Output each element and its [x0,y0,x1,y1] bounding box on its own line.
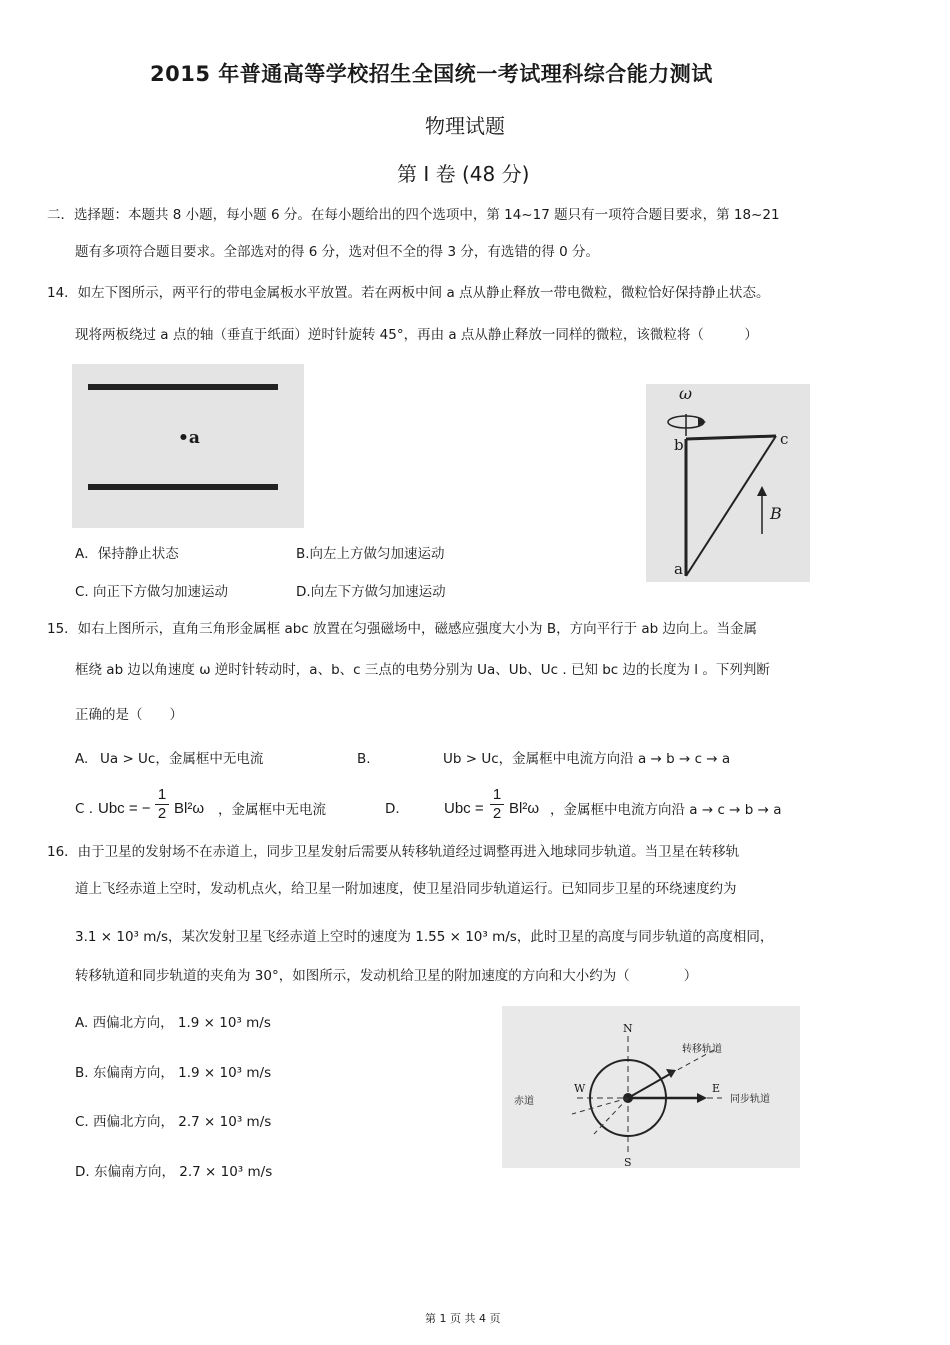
q16-option-d[interactable]: D. 东偏南方向， 2.7 × 10³ m/s [75,1164,273,1180]
equator-label: 赤道 [514,1096,534,1107]
q16-option-b[interactable]: B. 东偏南方向， 1.9 × 10³ m/s [75,1065,272,1081]
q15-option-d-fraction [490,786,504,822]
section-instructions-line1: 二．选择题：本题共 8 小题，每小题 6 分。在每小题给出的四个选项中，第 14~17 题只有一项符合题目要求，第 18~21 [47,207,780,223]
q14-option-d[interactable]: D.向左下方做匀加速运动 [296,584,446,600]
q15-option-d-rhs: Bl²ω [509,800,540,817]
q15-option-d-label[interactable]: D. [385,801,400,817]
south-label: S [624,1156,632,1169]
east-label: E [712,1082,721,1095]
q14-stem-line1: 14．如左下图所示，两平行的带电金属板水平放置。若在两板中间 a 点从静止释放一带电微粒，微粒恰好保持静止状态。 [47,285,770,301]
q15-option-b-text[interactable]: Ub > Uc，金属框中电流方向沿 a → b → c → a [443,751,731,767]
transfer-orbit-label: 转移轨道 [682,1044,722,1055]
q15-option-c-fraction [155,786,169,822]
q16-figure-orbit-diagram [502,1006,800,1168]
q15-option-c-text[interactable]: ，金属框中无电流 [218,802,326,818]
q15-option-b-label[interactable]: B. [357,751,371,767]
q15-option-a-label[interactable]: A. [75,751,89,767]
vertex-b-label: b [674,436,684,454]
exam-title: 2015 年普通高等学校招生全国统一考试理科综合能力测试 [150,62,713,86]
q14-option-a[interactable]: A．保持静止状态 [75,546,179,562]
q15-stem-line1: 15．如右上图所示，直角三角形金属框 abc 放置在匀强磁场中，磁感应强度大小为 B，方向平行于 ab 边向上。当金属 [47,621,758,637]
vertex-a-label: a [674,560,683,578]
q15-option-c-rhs: Bl²ω [174,800,205,817]
fraction-numerator: 1 [492,786,502,803]
q16-option-c[interactable]: C. 西偏北方向， 2.7 × 10³ m/s [75,1114,272,1130]
edge-bc [686,436,776,439]
vertex-c-label: c [780,430,789,448]
page-number: 第 1 页 共 4 页 [425,1312,501,1325]
q14-stem-line2: 现将两板绕过 a 点的轴（垂直于纸面）逆时针旋转 45°，再由 a 点从静止释放一同样的微粒，该微粒将（ ） [75,327,758,343]
upper-plate [88,384,278,390]
point-a-label: •a [178,428,200,448]
q16-stem-line1: 16．由于卫星的发射场不在赤道上，同步卫星发射后需要从转移轨道经过调整再进入地球同步轨道。当卫星在转移轨 [47,844,740,860]
omega-label: ω [679,384,693,403]
q15-stem-line2: 框绕 ab 边以角速度 ω 逆时针转动时，a、b、c 三点的电势分别为 Ua、Ub、Uc . 已知 bc 边的长度为 l 。下列判断 [75,662,770,678]
lower-plate [88,484,278,490]
q15-option-a-text[interactable]: Ua > Uc，金属框中无电流 [100,751,264,767]
q15-option-c-label[interactable]: C . [75,801,94,817]
north-label: N [623,1022,633,1035]
b-field-label: B [770,504,782,523]
q14-figure-parallel-plates [72,364,304,528]
q15-stem-line3: 正确的是（ ） [75,707,183,723]
q14-option-c[interactable]: C. 向正下方做匀加速运动 [75,584,229,600]
fraction-denominator: 2 [155,804,169,822]
volume-title: 第 I 卷 (48 分) [397,162,530,186]
q15-option-c-lhs: Ubc = − [98,800,151,817]
subject-title: 物理试题 [425,114,505,138]
fraction-numerator: 1 [157,786,167,803]
q15-option-d-lhs: Ubc = [444,800,484,817]
section-instructions-line2: 题有多项符合题目要求。全部选对的得 6 分，选对但不全的得 3 分，有选错的得 0 分。 [75,244,600,260]
q15-option-d-text[interactable]: ，金属框中电流方向沿 a → c → b → a [550,802,782,818]
q16-option-a[interactable]: A. 西偏北方向， 1.9 × 10³ m/s [75,1015,271,1031]
fraction-denominator: 2 [490,804,504,822]
west-label: W [574,1082,586,1095]
q16-stem-line4: 转移轨道和同步轨道的夹角为 30°，如图所示，发动机给卫星的附加速度的方向和大小约为（ ） [75,968,698,984]
q15-figure-triangle-frame [646,384,810,582]
q16-stem-line3: 3.1 × 10³ m/s，某次发射卫星飞经赤道上空时的速度为 1.55 × 10³ m/s，此时卫星的高度与同步轨道的高度相同， [75,929,774,945]
sync-orbit-label: 同步轨道 [730,1094,770,1105]
q14-option-b[interactable]: B.向左上方做匀加速运动 [296,546,445,562]
q16-stem-line2: 道上飞经赤道上空时，发动机点火，给卫星一附加速度，使卫星沿同步轨道运行。已知同步卫星的环绕速度约为 [75,881,737,897]
